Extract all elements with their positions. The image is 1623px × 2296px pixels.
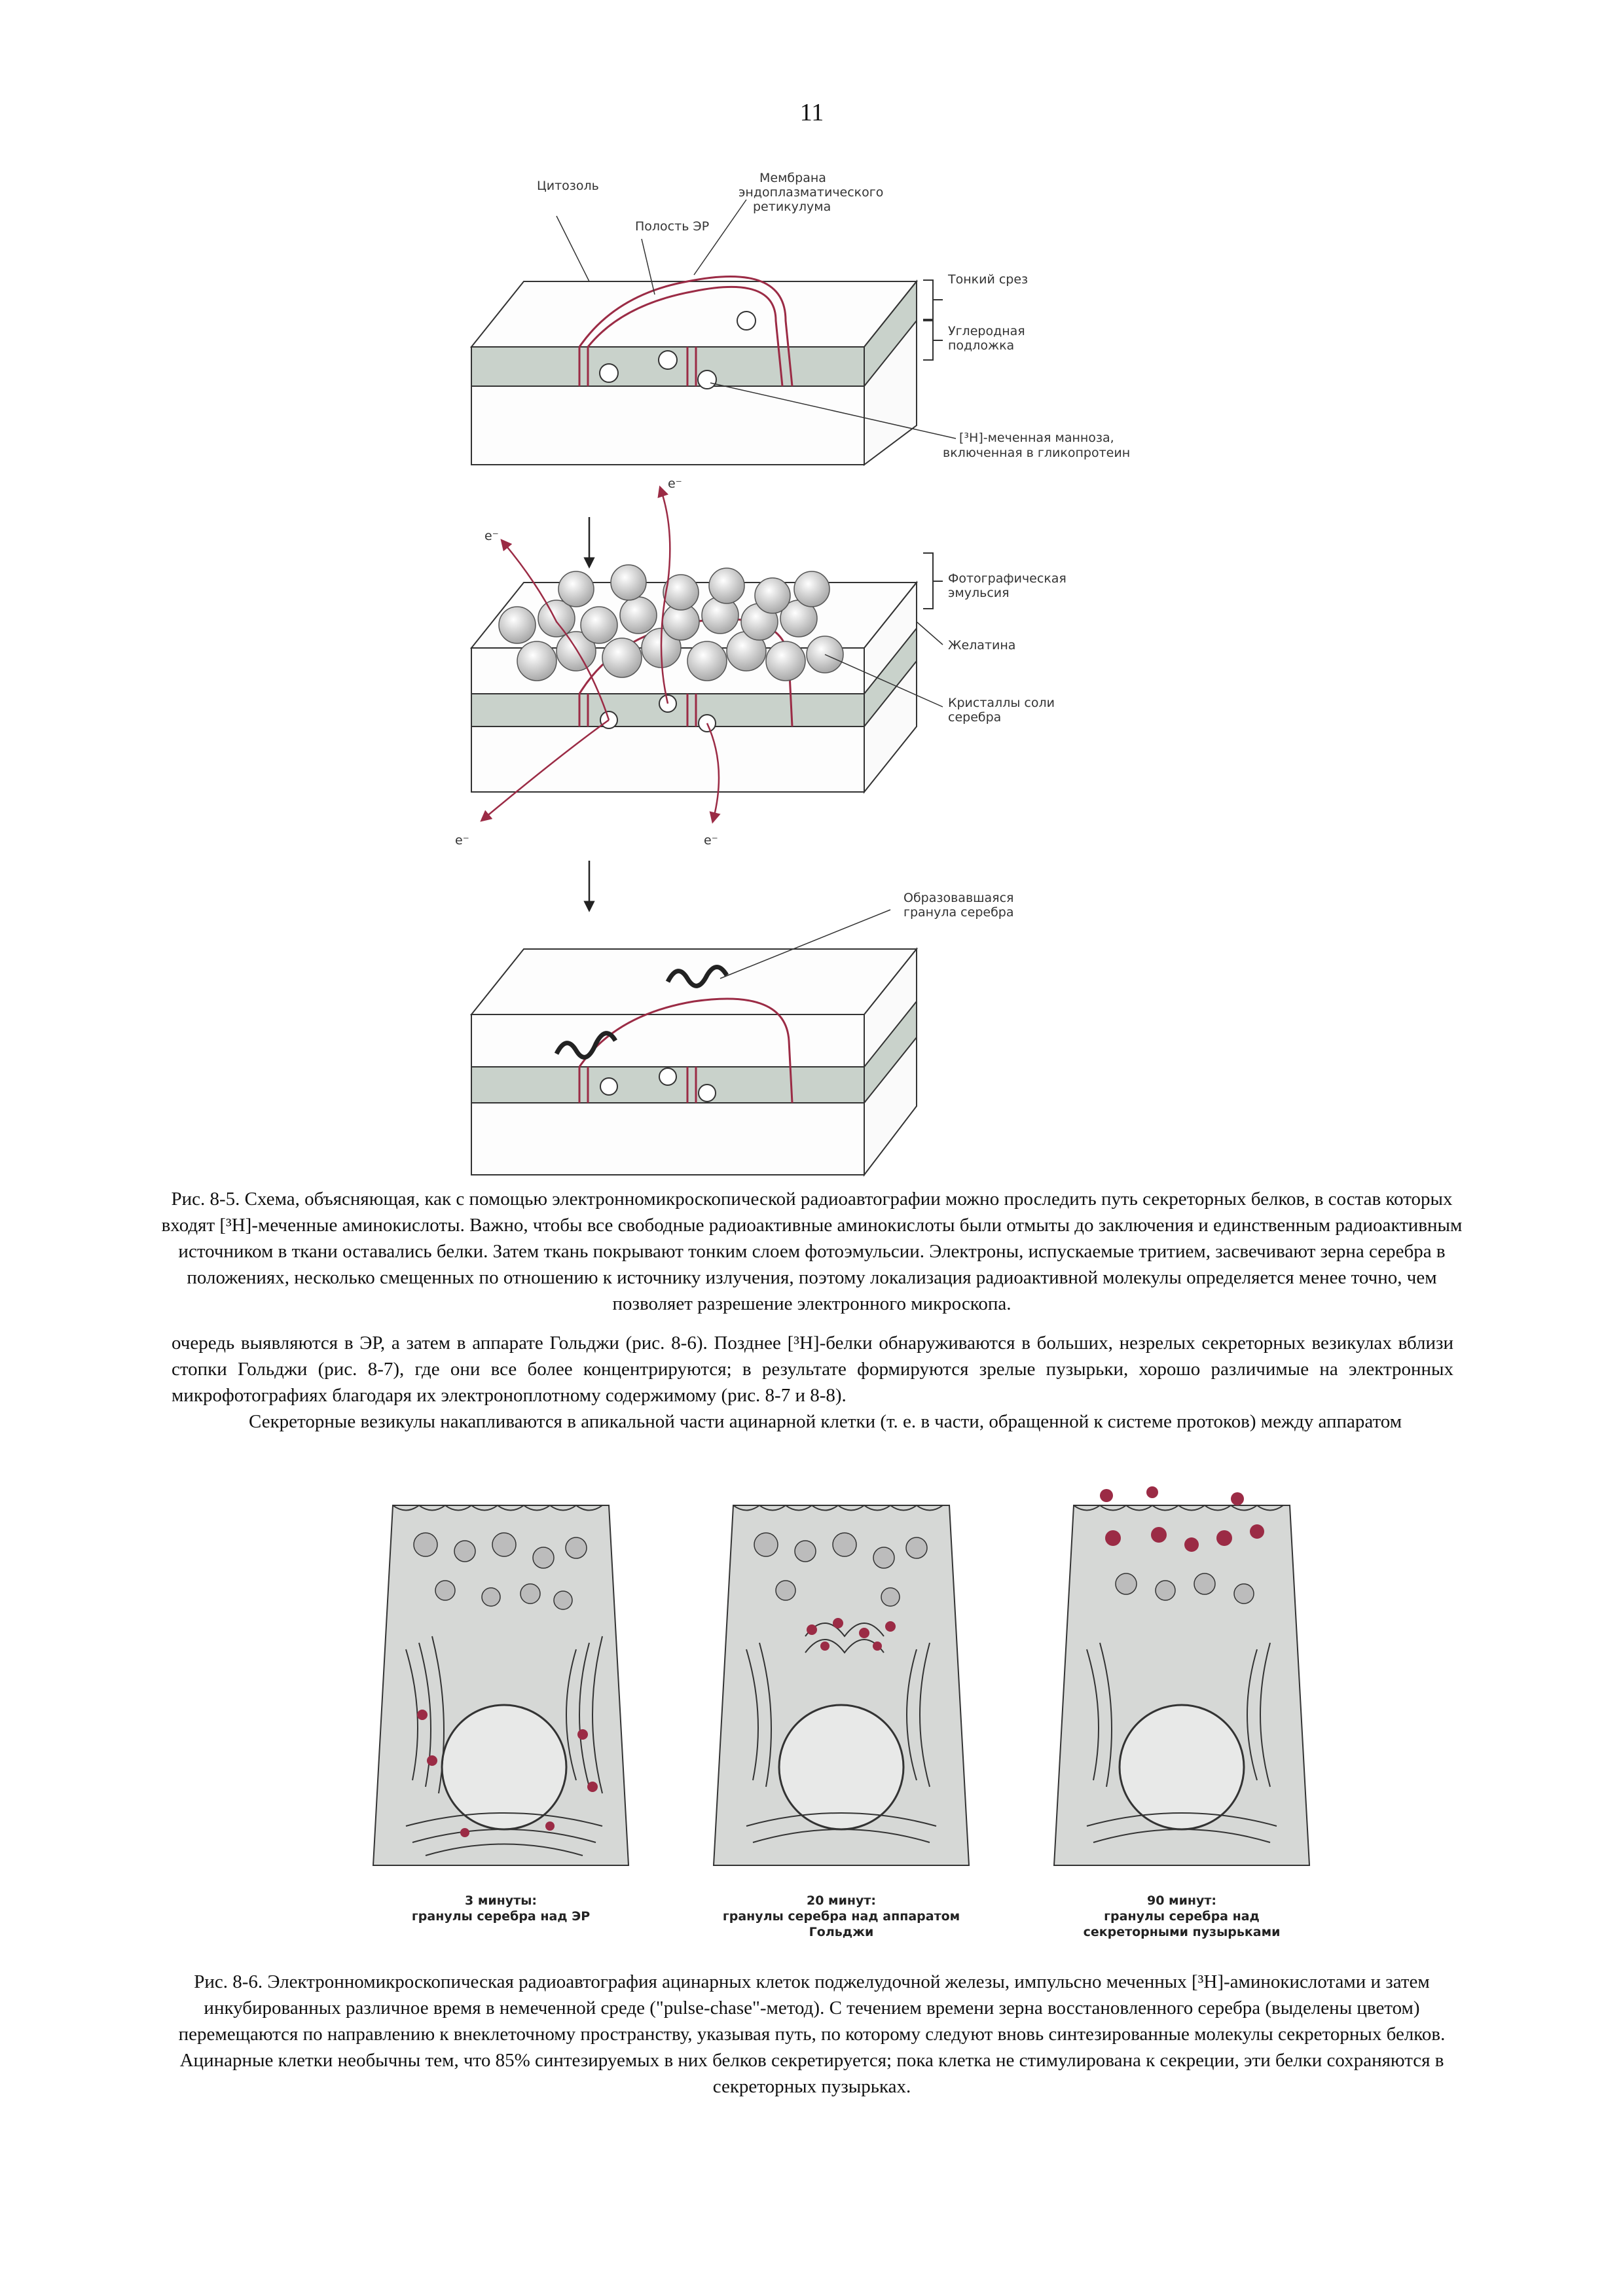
panel-2-time: 20 минут: [806,1893,877,1908]
body-text [172,1330,1453,1435]
cell-panel-90min [1054,1486,1309,1865]
label-mannose-1: [³H]-меченная манноза, [959,431,1114,445]
label-er-membrane-1: Мембрана [759,171,826,185]
label-carbon-1: Углеродная [948,324,1025,338]
label-electron-3: e⁻ [455,833,469,848]
figure-8-5-caption: Рис. 8-5. Схема, объясняющая, как с помощью электронномикроскопической радиоавтографии можно проследить путь секреторных белков, в состав которых входят [³H]-меченные аминокислоты. Важно, чтобы все свободные радиоактивные аминокислоты были отмыты до заключения и единственным радиоактивным источником в ткани оставались белки. Затем ткань покрывают тонким слоем фотоэмульсии. Электроны, испускаемые тритием, засвечивают зерна серебра в положениях, несколько смещенных по отношению к источнику излучения, поэтому локализация радиоактивной молекулы определяется менее точно, чем позволяет разрешение электронного микроскопа. [161,1189,1463,1314]
body-paragraph-1: очередь выявляются в ЭР, а затем в аппарате Гольджи (рис. 8-6). Позднее [³H]-белки обнаруживаются в больших, незрелых секреторных везикулах вблизи стопки Гольджи (рис. 8-7), где они все более концентрируются; в результате формируются зрелые пузырьки, хорошо различимые на электронных микрофотографиях благодаря их электроноплотному содержимому (рис. 8-7 и 8-8). [172,1333,1453,1406]
block-3 [471,910,917,1175]
panel-3-desc: гранулы серебра над [1104,1909,1260,1924]
cell-panel-20min [714,1505,969,1865]
panel-2-desc-2: Гольджи [809,1925,874,1939]
label-er-membrane-2: эндоплазматического [739,185,884,200]
figure-8-6-cells [367,1486,1349,1964]
label-crystals-1: Кристаллы соли [948,696,1055,710]
label-gelatin: Желатина [948,638,1016,653]
label-emulsion-1: Фотографическая [948,571,1067,586]
label-granule-1: Образовавшаяся [903,891,1014,905]
label-er-membrane-3: ретикулума [753,200,831,214]
label-electron-1: e⁻ [484,529,499,543]
label-electron-2: e⁻ [668,476,682,491]
label-emulsion-2: эмульсия [948,586,1010,600]
label-er-cavity: Полость ЭР [635,219,710,234]
label-thin-section: Тонкий срез [948,272,1029,287]
figure-8-6-caption: Рис. 8-6. Электронномикроскопическая радиоавтография ацинарных клеток поджелудочной железы, импульсно меченных [³H]-аминокислотами и затем инкубированных различное время в немеченной среде ("pulse-chase"-метод). С течением времени зерна восстановленного серебра (выделены цветом) перемещаются по направлению к внеклеточному пространству, указывая путь, по которому следуют вновь синтезированные молекулы секреторных белков. Ацинарные клетки необычны тем, что 85% синтезируемых в них белков секретируется; пока клетка не стимулирована к секреции, эти белки сохраняются в секреторных пузырьках. [178,1971,1446,2097]
panel-1-time: 3 минуты: [465,1893,537,1908]
label-carbon-2: подложка [948,338,1015,353]
panel-3-desc-2: секреторными пузырьками [1083,1925,1281,1939]
body-paragraph-2: Секреторные везикулы накапливаются в апикальной части ацинарной клетки (т. е. в части, обращенной к системе протоков) между аппаратом [249,1411,1402,1432]
block-1 [471,200,956,465]
panel-2-desc: гранулы серебра над аппаратом [722,1909,960,1924]
panel-1-desc: гранулы серебра над ЭР [411,1909,591,1924]
page-number: 11 [799,99,824,126]
label-crystals-2: серебра [948,710,1002,725]
label-mannose-2: включенная в гликопротеин [943,446,1131,460]
label-granule-2: гранула серебра [903,905,1014,920]
panel-3-time: 90 минут: [1146,1893,1217,1908]
label-electron-4: e⁻ [704,833,718,848]
label-cytosol: Цитозоль [537,179,599,193]
cell-panel-3min [373,1505,629,1865]
figure-8-5-diagram [419,164,1244,1185]
